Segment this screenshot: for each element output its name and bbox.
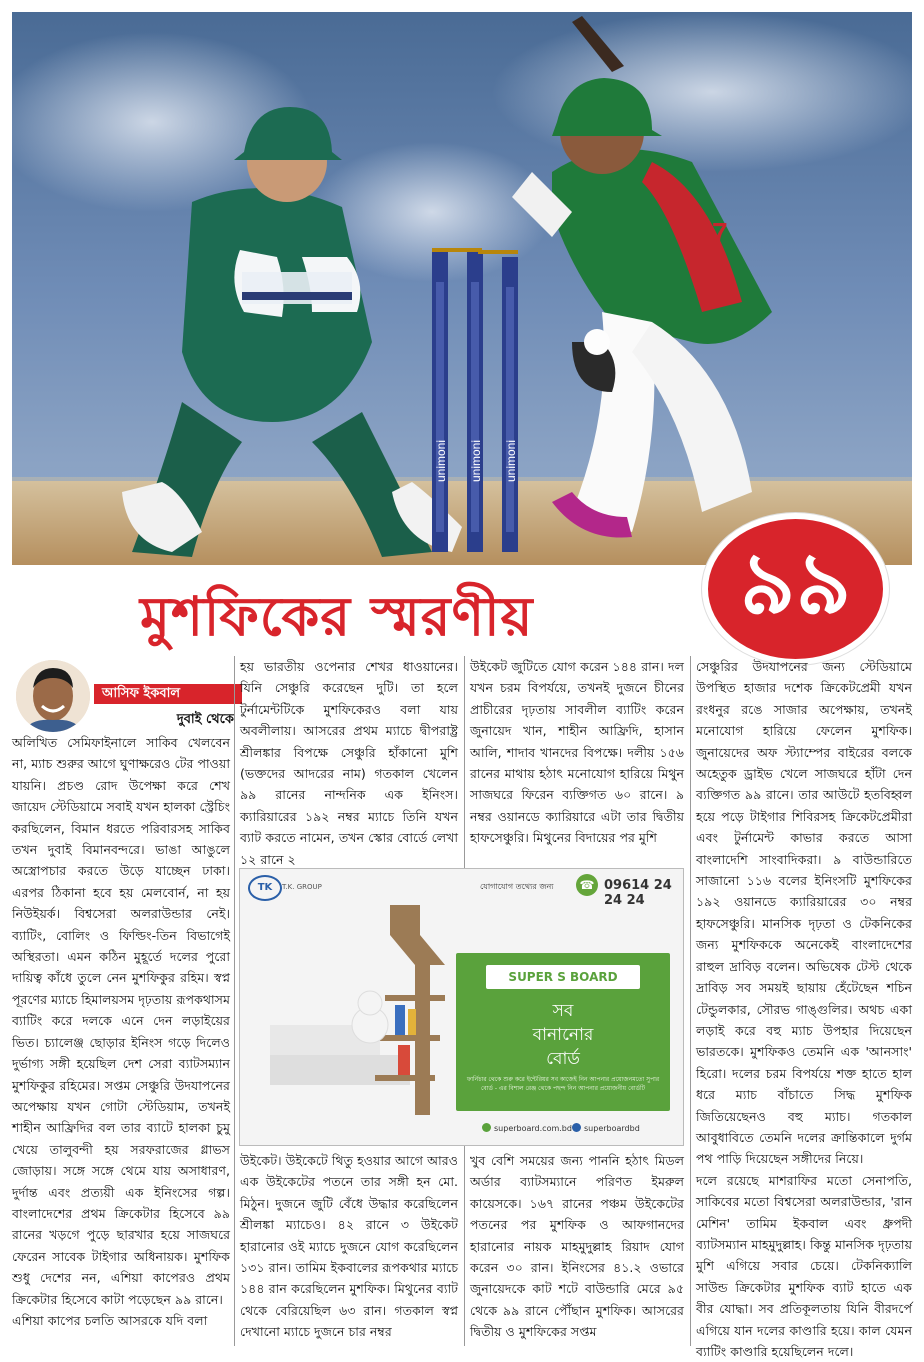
advertisement[interactable] bbox=[239, 868, 684, 1146]
column-1-end: এশিয়া কাপের চলতি আসরকে যদি বলা bbox=[12, 1312, 208, 1328]
ad-fine-print: ফার্নিচার থেকে শুরু করে ইন্টেরিয়র সব কাজেই নিন আপনার প্রয়োজনমতো সুপার বোর্ড - এর বিশাল রেঞ্জ থেকে পছন্দ নিন আপনার প্রয়োজনীয় বোর্ডটি bbox=[466, 1076, 660, 1092]
ad-brand-name: SUPER S BOARD bbox=[486, 965, 640, 989]
column-4-text: সেঞ্চুরির উদযাপনের জন্য স্টেডিয়ামে উপস্থিত হাজার দশেক ক্রিকেটপ্রেমী যখন রংধনুর রঙে সাজার অপেক্ষায়, তখনই মনোযোগ হারিয়ে ফেলেন মুশফিক। জুনায়েদের অফ স্ট্যাম্পের বাইরের বলকে অহেতুক ড্রাইভ খেলে সাজঘরে হাঁটা দেন ব্যক্তিগত ৯৯ রানে। তার আউটে হতবিহ্বল হয়ে পড়ে টাইগার শিবিরসহ ক্রিকেটপ্রেমীরা এবং টুর্নামেন্ট কাভার করতে আসা বাংলাদেশি সাংবাদিকরা। ৯ বাউন্ডারিতে সাজানো ১১৬ বলের ইনিংসটি মুশফিকের ১৯২ ওয়ানডে ক্যারিয়ারের ৩০ নম্বর হাফসেঞ্চুরি। মানসিক দৃঢ়তা ও টেকনিকের জন্য মুশফিককে অনেকেই বাংলাদেশের রাহুল দ্রাবিড় বলেন। অভিষেক টেস্ট থেকে দ্রাবিড় সব সময়ই ছায়ায় হেঁটেছেন শচিন টেন্ডুলকার, সৌরভ গাঙ্গুলির। অথচ একা লড়াই করে বহু ম্যাচ উপহার দিয়েছেন ভারতকে। মুশফিকও তেমনি এক 'আনসাং' হিরো। দলের চরম বিপর্যয়ে শক্ত হাতে হাল ধরে ম্যাচ বাঁচাতে সিদ্ধ মুশফিক জিতিয়েছেনও বহু ম্যাচ। গতকাল আবুধাবিতে তেমনি দলের ক্রান্তিকালে দুর্গম পথ পাড়ি দিয়েছেন সঙ্গীদের নিয়ে। bbox=[696, 659, 912, 1167]
ad-facebook-text: superboardbd bbox=[584, 1124, 640, 1133]
column-3-bottom-text: খুব বেশি সময়ের জন্য পাননি হঠাৎ মিডল অর্ডার ব্যাটসম্যানে পরিণত ইমরুল কায়েসকে। ১৬৭ রানের পঞ্চম উইকেটের পতনের পর মুশফিক ও আফগানদের হারানোর নায়ক মাহমুদুল্লাহ রিয়াদ যোগ করেন ৩০ রান। ইনিংসের ৪১.২ ওভারে জুনায়েদকে কাট শটে বাউন্ডারি মেরে ৯৫ থেকে ৯৯ রানে পৌঁছান মুশফিক। আসরের দ্বিতীয় ও মুশফিকের সপ্তম bbox=[470, 1153, 684, 1340]
ad-slogan bbox=[456, 999, 670, 1071]
headline bbox=[12, 532, 912, 655]
ad-footer bbox=[240, 1117, 683, 1145]
cricket-photo bbox=[12, 12, 912, 565]
ad-phone-number: 09614 24 24 24 bbox=[604, 878, 672, 908]
author-face bbox=[16, 660, 90, 732]
facebook-icon bbox=[572, 1123, 581, 1132]
furniture-illustration bbox=[270, 905, 450, 1115]
stumps bbox=[432, 248, 518, 552]
column-3-top bbox=[470, 656, 684, 849]
column-rule-3 bbox=[690, 656, 691, 1346]
author-avatar bbox=[16, 660, 90, 732]
byline bbox=[12, 658, 234, 728]
stump-brand-1: unimoni bbox=[434, 439, 448, 482]
column-3-bottom bbox=[470, 1150, 684, 1343]
headline-number-badge: ৯৯ bbox=[702, 513, 889, 665]
ad-slogan-line-2: বানানোর bbox=[532, 1025, 594, 1045]
ad-contact-label: যোগাযোগ তথ্যের জন্য bbox=[480, 882, 554, 891]
column-rule-1 bbox=[234, 656, 235, 1346]
column-2-bottom-text: উইকেট। উইকেটে থিতু হওয়ার আগে আরও এক উইকেটের পতনে তার সঙ্গী হন মো. মিঠুন। দুজনে জুটি বেঁধে উদ্ধার করেছিলেন শ্রীলঙ্কা ম্যাচেও। ৪২ রানে ৩ উইকেট হারানোর ওই ম্যাচে দুজনে যোগ করেছিলেন ১৩১ রান। তামিম ইকবালের রূপকথার ম্যাচে ১৪৪ রান করেছিলেন মুশফিক। মিথুনের ব্যাট থেকে বেরিয়েছিল ৬৩ রান। গতকাল স্বপ্ন দেখানো ম্যাচে দুজনে চার নম্বর bbox=[240, 1153, 458, 1340]
ad-facebook-link[interactable] bbox=[572, 1123, 640, 1133]
headline-title: মুশফিকের স্মরণীয় bbox=[140, 584, 534, 648]
column-2-top bbox=[240, 656, 458, 870]
ad-brand-panel bbox=[456, 953, 670, 1111]
column-4-end: দলে রয়েছে মাশরাফির মতো সেনাপতি, সাকিবের মতো বিশ্বসেরা অলরাউন্ডার, 'রান মেশিন' তামিম ইকবাল এবং ধ্রুপদী ব্যাটসম্যান মাহমুদুল্লাহ। কিন্তু মানসিক দৃঢ়তায় মুশি এগিয়ে সবার চেয়ে। টেকনিক্যালি সাউন্ড ক্রিকেটার মুশফিক ব্যাট হাতে এক বীর যোদ্ধা। সব প্রতিকূলতায় যিনি বীরদর্পে এগিয়ে যান দলের কাণ্ডারি হয়ে। কাল যেমন ব্যাটিং কাণ্ডারি হয়েছিলেন দলে। bbox=[696, 1172, 912, 1359]
column-1-text: অলিখিত সেমিফাইনালে সাকিব খেলবেন না, ম্যাচ শুরুর আগে ঘুণাক্ষরেও টের পাওয়া যায়নি। প্রচণ্ড রোদ উপেক্ষা করে শেখ জায়েদ স্টেডিয়ামে সবাই যখন হালকা স্ট্রেচিং করছিলেন, বিমান ধরতে পরিবারসহ সাকিব তখন দুবাই বিমানবন্দরে। ভাঙা আঙুলে অস্ত্রোপচার করতে উড়ে যাচ্ছেন ঢাকা। এরপর ঠিকানা হবে হয় মেলবোর্ন, না হয় নিউইয়র্ক। বিশ্বসেরা অলরাউন্ডার নেই। ব্যাটিং, বোলিং ও ফিল্ডিং-তিন বিভাগেই অস্থিরতা। এমন কঠিন মুহূর্তে দলের পুরো দায়িত্ব কাঁধে তুলে নেন মুশফিকুর রহিম। স্বপ্ন পূরণের ম্যাচে হিমালয়সম দৃঢ়তায় রূপকথাসম ব্যাটিং করে দলকে এনে দেন লড়াইয়ের ভিত। চ্যালেঞ্জ ছোড়ার ইনিংস গড়ে দিলেও দুর্ভাগ্য সঙ্গী হয়েছিল দেশ সেরা ব্যাটসম্যান মুশফিকুর রহিমের। সপ্তম সেঞ্চুরি উদযাপনের অপেক্ষায় যখন গোটা স্টেডিয়াম, তখনই শাহীন আফ্রিদির বল তার ব্যাটে হালকা চুমু খেয়ে তালুবন্দী হয় সরফরাজের গ্লাভস জোড়ায়। সঙ্গে সঙ্গে থেমে যায় অসাধারণ, দুর্দান্ত এবং প্রত্যয়ী এক ইনিংসের গল্প। বাংলাদেশের প্রথম ক্রিকেটার হিসেবে ৯৯ রানের খড়গে পুড়ে ছারখার হয়ে সাজঘরে ফেরেন সাবেক টাইগার অধিনায়ক। মুশফিক শুধু দেশের নন, এশিয়া কাপেরও প্রথম ক্রিকেটার হিসেবে কাটা পড়েছেন ৯৯ রানে। bbox=[12, 735, 230, 1307]
phone-icon: ☎ bbox=[576, 874, 598, 896]
column-2-top-text: হয় ভারতীয় ওপেনার শেখর ধাওয়ানের। যিনি সেঞ্চুরি করেছেন দুটি। তা হলে টুর্নামেন্টটিকে মুশফিকেরও বলা যায় অবলীলায়। আসরের প্রথম ম্যাচে দ্বীপরাষ্ট্র শ্রীলঙ্কার বিপক্ষে সেঞ্চুরি হাঁকানো মুশি (ভক্তদের আদরের নাম) গতকাল খেলেন ৯৯ রানের নান্দনিক এক ইনিংস। ক্যারিয়ারের ১৯২ নম্বর ম্যাচে তিনি যখন ব্যাট করতে নামেন, তখন স্কোর বোর্ডে লেখা ১২ রানে ২ bbox=[240, 659, 458, 867]
stump-brand-3: unimoni bbox=[504, 439, 518, 482]
ad-website-link[interactable] bbox=[482, 1123, 572, 1133]
ad-slogan-line-3: বোর্ড bbox=[546, 1049, 580, 1069]
column-1 bbox=[12, 732, 230, 1331]
ad-website-text: superboard.com.bd bbox=[494, 1124, 572, 1133]
column-4 bbox=[696, 656, 912, 1362]
ad-slogan-line-1: সব bbox=[552, 1001, 574, 1021]
author-name: আসিফ ইকবাল bbox=[94, 684, 242, 704]
cricket-scene bbox=[12, 12, 912, 565]
column-3-top-text: উইকেট জুটিতে যোগ করেন ১৪৪ রান। দল যখন চরম বিপর্যয়ে, তখনই দুজনে চীনের প্রাচীরের দৃঢ়তায় সাবলীল ব্যাটিং করেন জুনায়েদ খান, শাহীন আফ্রিদি, হাসান আলি, শাদাব খানদের বিপক্ষে। দলীয় ১৫৬ রানের মাথায় হঠাৎ মনোযোগ হারিয়ে মিথুন সাজঘরে ফিরেন ব্যক্তিগত ৬০ রানে। ৯ নম্বর ওয়ানডে ক্যারিয়ারে এটা তার দ্বিতীয় হাফসেঞ্চুরি। মিথুনের বিদায়ের পর মুশি bbox=[470, 659, 684, 846]
ad-company-logo: TK bbox=[248, 875, 282, 901]
ad-group-name: T.K. GROUP bbox=[282, 883, 322, 891]
globe-icon bbox=[482, 1123, 491, 1132]
dateline: দুবাই থেকে bbox=[176, 712, 234, 727]
jersey-number: 7 bbox=[712, 217, 728, 248]
cricket-ball bbox=[584, 329, 610, 355]
stump-brand-2: unimoni bbox=[469, 439, 483, 482]
column-2-bottom bbox=[240, 1150, 458, 1343]
